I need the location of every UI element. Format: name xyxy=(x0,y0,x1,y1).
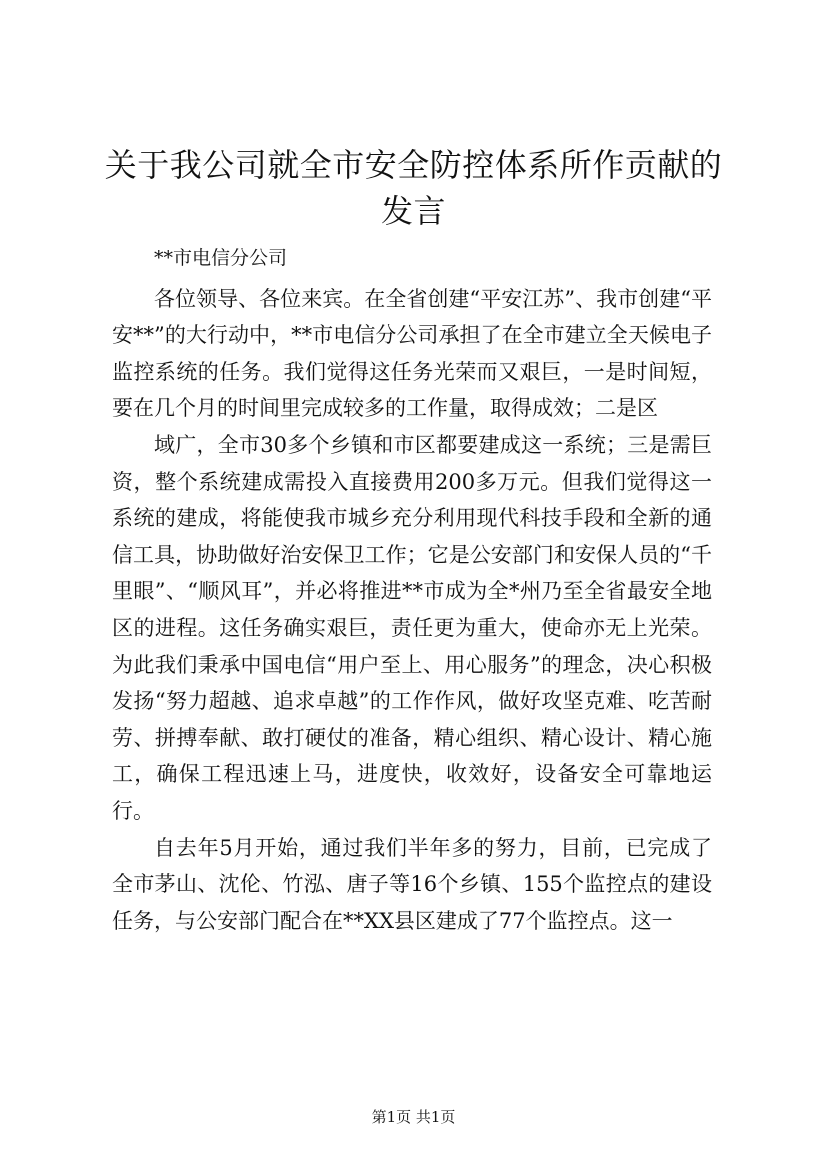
author-line: **市电信分公司 xyxy=(154,247,288,269)
page-footer: 第1页 共1页 xyxy=(371,1108,456,1126)
paragraph-2: 域广，全市30多个乡镇和市区都要建成这一系统；三是需巨资，整个系统建成需投入直接费用200多万元。但我们觉得这一系统的建成，将能使我市城乡充分利用现代科技手段和全新的通信工具，协助做好治安保卫工作；它是公安部门和安保人员的“千里眼”、“顺风耳”，并必将推进**市成为全*州乃至全省最安全地区的进程。这任务确实艰巨，责任更为重大，使命亦无上光荣。为此我们秉承中国电信“用户至上、用心服务”的理念，决心积极发扬“努力超越、追求卓越”的工作作风，做好攻坚克难、吃苦耐劳、拼搏奉献、敢打硬仗的准备，精心组织、精心设计、精心施工，确保工程迅速上马，进度快，收效好，设备安全可靠地运行。 xyxy=(112,432,712,823)
paragraph-3: 自去年5月开始，通过我们半年多的努力，目前，已完成了全市茅山、沈伦、竹泓、唐子等16个乡镇、155个监控点的建设任务，与公安部门配合在**XX县区建成了77个监控点。这一 xyxy=(112,835,712,933)
document-body xyxy=(112,240,712,939)
document-title: 关于我公司就全市安全防控体系所作贡献的发言 xyxy=(104,146,723,230)
paragraph-1: 各位领导、各位来宾。在全省创建“平安江苏”、我市创建“平安**”的大行动中，**市电信分公司承担了在全市建立全天候电子监控系统的任务。我们觉得这任务光荣而又艰巨，一是时间短，要在几个月的时间里完成较多的工作量，取得成效；二是区 xyxy=(112,286,712,421)
